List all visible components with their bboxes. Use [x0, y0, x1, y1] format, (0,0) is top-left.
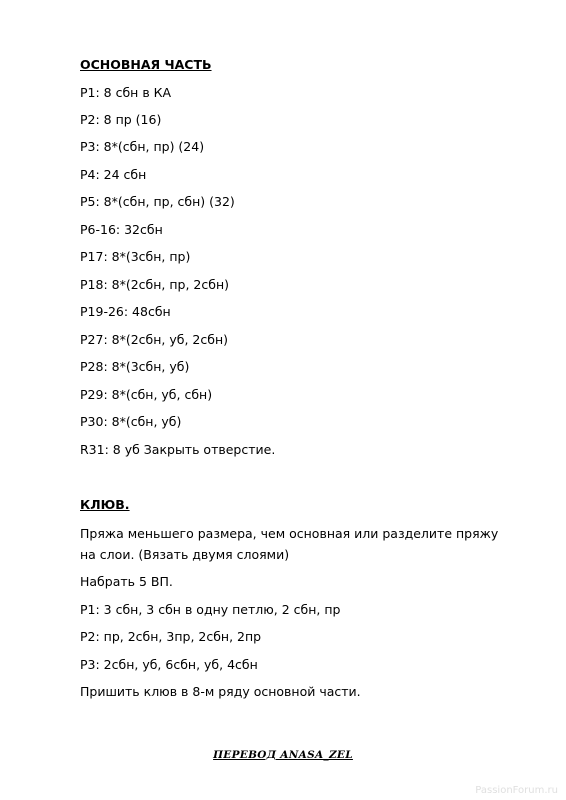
beak-intro: Пряжа меньшего размера, чем основная или разделите пряжу на слои. (Вязать двумя слоями) [80, 526, 499, 562]
beak-chain: Набрать 5 ВП. [80, 574, 173, 589]
main-part-row-13: Р30: 8*(сбн, уб) [80, 414, 182, 429]
beak-row-3: Р3: 2сбн, уб, 6сбн, уб, 4сбн [80, 657, 258, 672]
main-part-row-11: Р28: 8*(3сбн, уб) [80, 359, 190, 374]
main-part-row-8: Р18: 8*(2сбн, пр, 2сбн) [80, 277, 229, 292]
main-part-row-10: Р27: 8*(2сбн, уб, 2сбн) [80, 332, 228, 347]
main-part-row-6: Р6-16: 32сбн [80, 222, 163, 237]
main-part-row-12: Р29: 8*(сбн, уб, сбн) [80, 387, 213, 402]
main-part-row-14: R31: 8 уб Закрыть отверстие. [80, 442, 276, 457]
main-part-row-9: Р19-26: 48сбн [80, 304, 171, 319]
main-part-row-5: Р5: 8*(сбн, пр, сбн) (32) [80, 194, 235, 209]
beak-finish: Пришить клюв в 8-м ряду основной части. [80, 684, 361, 699]
main-part-heading: ОСНОВНАЯ ЧАСТЬ [80, 57, 212, 72]
main-part-row-4: Р4: 24 сбн [80, 167, 147, 182]
beak-row-1: Р1: 3 сбн, 3 сбн в одну петлю, 2 сбн, пр [80, 602, 341, 617]
main-part-row-1: Р1: 8 сбн в КА [80, 85, 172, 100]
site-watermark: PassionForum.ru [475, 785, 558, 796]
main-part-row-7: Р17: 8*(3сбн, пр) [80, 249, 191, 264]
beak-heading: КЛЮВ. [80, 497, 130, 512]
main-part-row-2: Р2: 8 пр (16) [80, 112, 162, 127]
beak-row-2: Р2: пр, 2сбн, 3пр, 2сбн, 2пр [80, 629, 262, 644]
translation-credit: ПЕРЕВОД ANASA_ZEL [213, 749, 353, 761]
main-part-row-3: Р3: 8*(сбн, пр) (24) [80, 139, 205, 154]
